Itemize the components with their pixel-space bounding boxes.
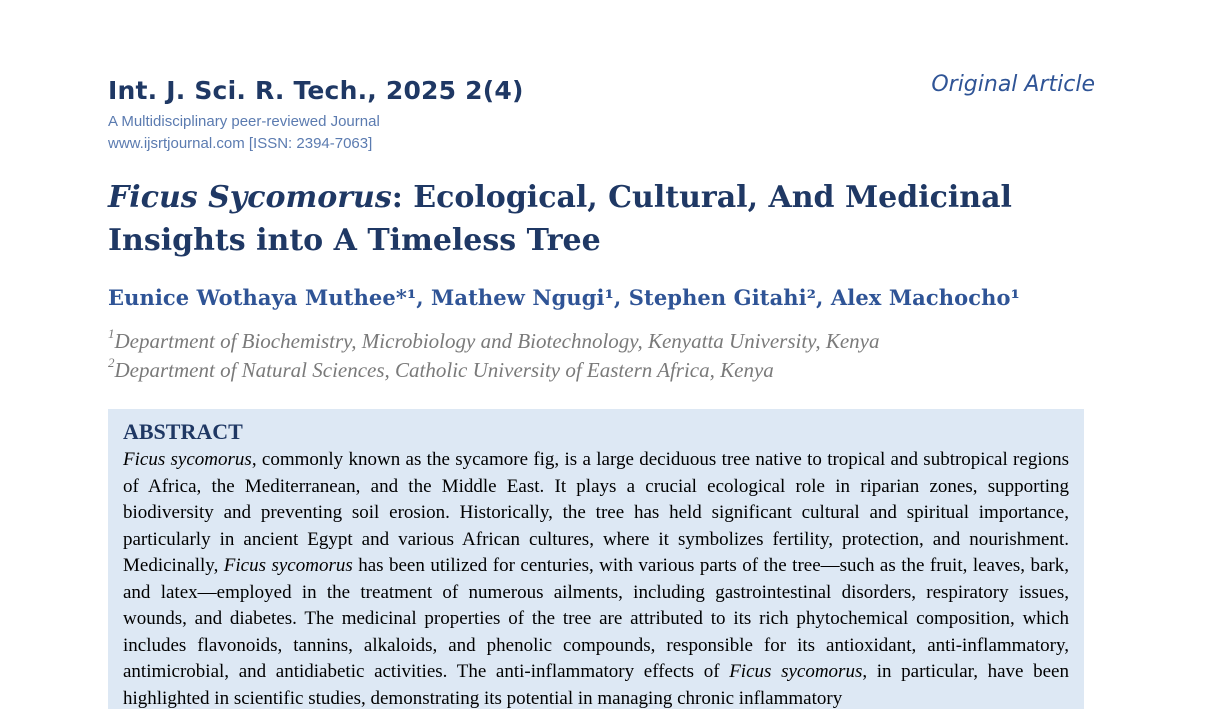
journal-website[interactable]: www.ijsrtjournal.com [ISSN: 2394-7063] [108,135,373,152]
abstract-segment-1: , commonly known as the sycamore fig, is a large deciduous tree native to tropical and subtropical regions of Africa, the Mediterranean, and the Middle East. It plays a crucial ecological role in riparian zones, supporting biodiversity and preventing soil erosion. Historically, the tree has held significant cultural and spiritual importance, particularly in ancient Egypt and various African cultures, where it symbolizes fertility, protection, and nourishment. Medicinally, [123,449,1069,576]
affiliation-2-text: Department of Natural Sciences, Catholic University of Eastern Africa, Kenya [114,358,774,382]
abstract-segment-2: has been utilized for centuries, with various parts of the tree—such as the fruit, leaves, bark, and latex—employed in the treatment of numerous ailments, including gastrointestinal disorders, respiratory issues, wounds, and diabetes. The medicinal properties of the tree are attributed to its rich phytochemical composition, which includes flavonoids, tannins, alkaloids, and phenolic compounds, responsible for its antioxidant, anti-inflammatory, antimicrobial, and antidiabetic activities. The anti-inflammatory effects of [123,555,1070,682]
affiliation-2 [108,357,774,383]
paper-title [108,176,1108,262]
affiliation-1 [108,328,880,354]
abstract-box [108,409,1084,709]
affiliation-2-number: 2 [108,355,115,370]
journal-subtitle: A Multidisciplinary peer-reviewed Journal [108,113,380,130]
title-species: Ficus Sycomorus [108,180,392,215]
abstract-species-2: Ficus sycomorus [223,555,353,576]
abstract-heading: ABSTRACT [123,419,243,444]
affiliation-1-text: Department of Biochemistry, Microbiology and Biotechnology, Kenyatta University, Kenya [114,329,880,353]
abstract-species-3: Ficus sycomorus [729,661,863,682]
title-rest: : Ecological, Cultural, And Medicinal Insights into A Timeless Tree [108,180,1012,258]
abstract-body [123,447,1069,712]
abstract-segment-3: , in particular, have been highlighted in scientific studies, demonstrating its potential in managing chronic inflammatory [123,661,1069,709]
abstract-species-1: Ficus sycomorus [123,449,252,470]
affiliation-1-number: 1 [108,326,115,341]
authors: Eunice Wothaya Muthee*¹, Mathew Ngugi¹, Stephen Gitahi², Alex Machocho¹ [108,285,1020,310]
journal-title: Int. J. Sci. R. Tech., 2025 2(4) [108,76,524,105]
article-type: Original Article [931,72,1095,97]
